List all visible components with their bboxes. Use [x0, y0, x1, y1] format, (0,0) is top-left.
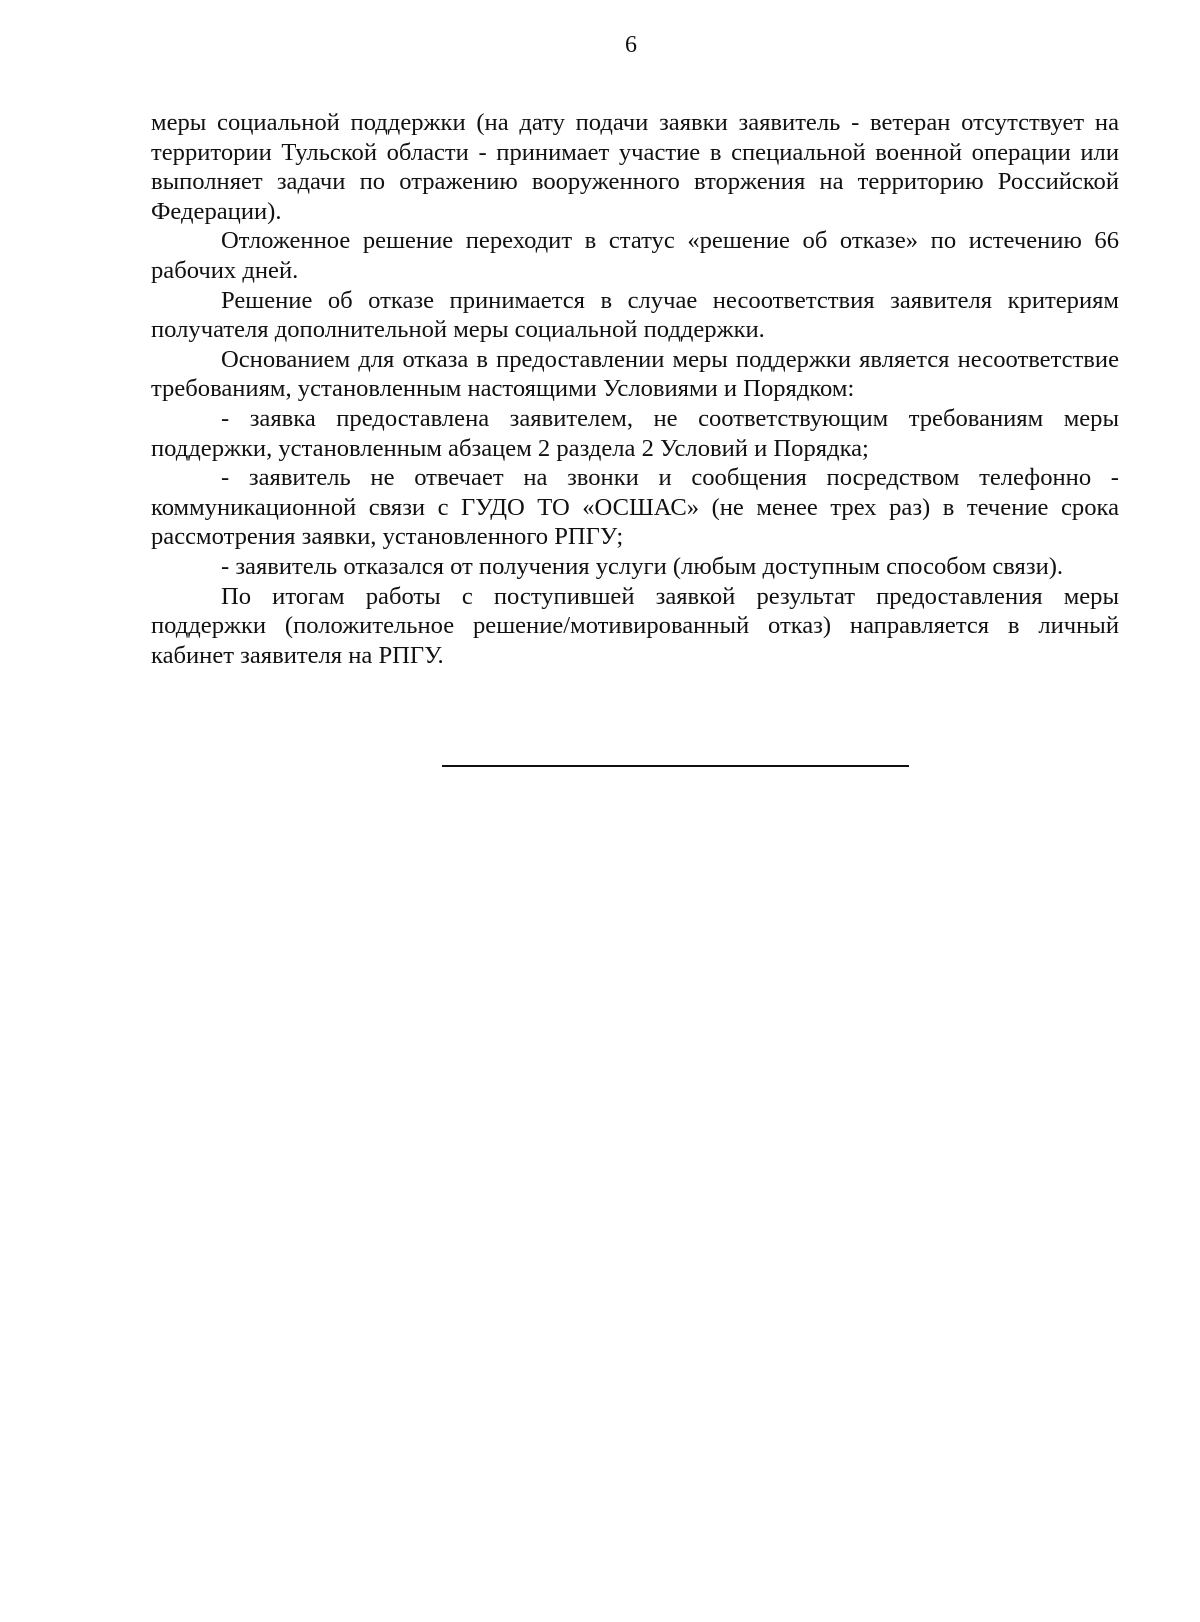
list-item-ground-3: - заявитель отказался от получения услуги (любым доступным способом связи).: [221, 552, 1064, 580]
paragraph-refusal-decision: Решение об отказе принимается в случае несоответствия заявителя критериям получателя дополнительной меры социальной поддержки.: [151, 286, 1119, 344]
page-number: 6: [625, 32, 637, 58]
paragraph-refusal-grounds: Основанием для отказа в предоставлении меры поддержки является несоответствие требованиям, установленным настоящими Условиями и Порядком:: [151, 345, 1119, 403]
document-body: [151, 108, 1119, 670]
paragraph-result: По итогам работы с поступившей заявкой результат предоставления меры поддержки (положительное решение/мотивированный отказ) направляется в личный кабинет заявителя на РПГУ.: [151, 582, 1119, 669]
list-item-ground-2: - заявитель не отвечает на звонки и сообщения посредством телефонно - коммуникационной связи с ГУДО ТО «ОСШАС» (не менее трех раз) в течение срока рассмотрения заявки, установленного РПГУ;: [151, 464, 1119, 551]
paragraph-continuation: меры социальной поддержки (на дату подачи заявки заявитель - ветеран отсутствует на территории Тульской области - принимает участие в специальной военной операции или выполняет задачи по отражению вооруженного вторжения на территорию Российской Федерации).: [151, 109, 1119, 225]
end-of-document-rule: [442, 765, 909, 767]
paragraph-deferred-decision: Отложенное решение переходит в статус «решение об отказе» по истечению 66 рабочих дней.: [151, 227, 1119, 284]
list-item-ground-1: - заявка предоставлена заявителем, не соответствующим требованиям меры поддержки, установленным абзацем 2 раздела 2 Условий и Порядка;: [151, 404, 1119, 462]
